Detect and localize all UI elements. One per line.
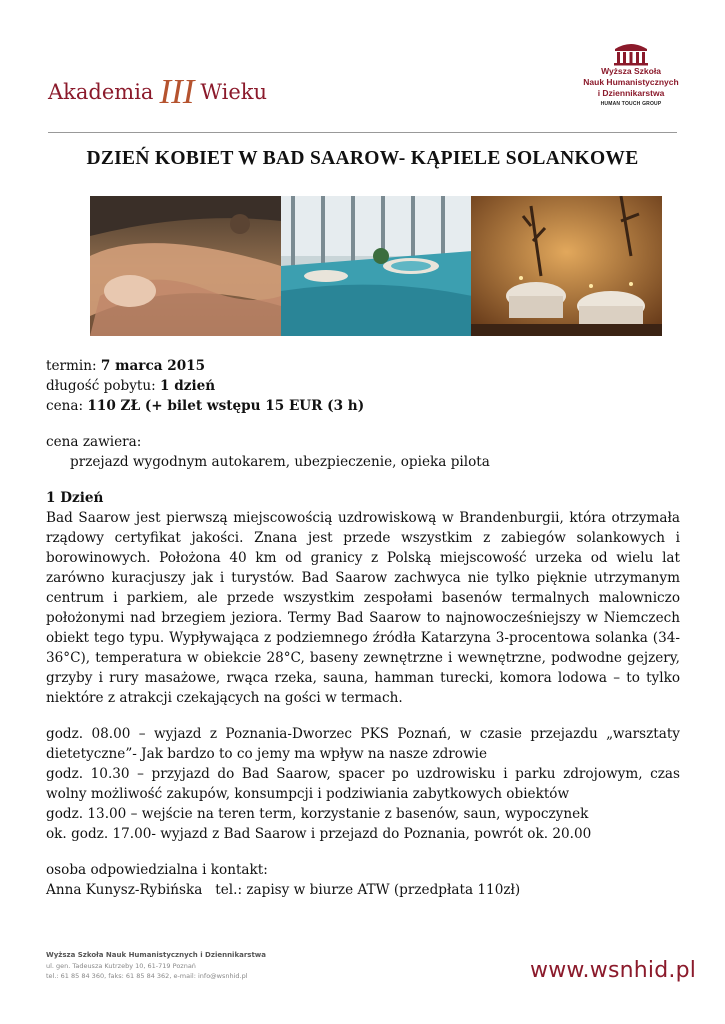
logo-line-1: Wyższa Szkoła <box>601 66 661 76</box>
document-body <box>46 356 680 900</box>
footer-street: ul. gen. Tadeusza Kutrzeby 10, 61-719 Poznań <box>46 962 196 970</box>
price-line <box>46 396 680 416</box>
footer-org: Wyższa Szkoła Nauk Humanistycznych i Dziennikarstwa <box>46 951 266 959</box>
logo-roman-numeral: III <box>159 72 195 111</box>
schedule-item: godz. 08.00 – wyjazd z Poznania-Dworzec PKS Poznań, w czasie przejazdu „warsztaty dietetyczne”- Jak bardzo to co jemy ma wpływ na nasze zdrowie <box>46 726 680 762</box>
photo-salt-baths <box>471 196 662 336</box>
termin-label: termin: <box>46 358 101 374</box>
duration-line <box>46 376 680 396</box>
photo-thermal-pool <box>281 196 472 336</box>
photo-massage <box>90 196 281 336</box>
logo-line-4: HUMAN TOUCH GROUP <box>600 101 662 107</box>
university-logo <box>556 40 706 107</box>
schedule-item: godz. 13.00 – wejście na teren term, korzystanie z basenów, saun, wypoczynek <box>46 806 589 822</box>
price-value: 110 ZŁ (+ bilet wstępu 15 EUR (3 h) <box>87 398 365 414</box>
page-title: DZIEŃ KOBIET W BAD SAAROW- KĄPIELE SOLANKOWE <box>86 148 639 169</box>
logo-word-wieku: Wieku <box>200 80 268 104</box>
logo-word-akademia: Akademia <box>48 80 154 104</box>
includes-label: cena zawiera: <box>46 434 142 450</box>
day-description: Bad Saarow jest pierwszą miejscowością uzdrowiskową w Brandenburgii, która otrzymała rządowy certyfikat jakości. Znana jest przede wszystkim z zabiegów solankowych i borowinowych. Położona 40 km od granicy z Polską miejscowość urzeka od wielu lat zarówno kuracjuszy jak i turystów. Bad Saarow zachwyca nie tylko pięknie utrzymanym centrum i parkiem, ale przede wszystkim zespołami basenów termalnych malowniczo położonymi nad brzegiem jeziora. Termy Bad Saarow to najnowocześniejszy w Niemczech obiekt tego typu. Wypływająca z podziemnego źródła Katarzyna 3-procentowa solanka (34-36°C), temperatura w obiekcie 28°C, baseny zewnętrzne i wewnętrzne, podwodne gejzery, grzyby i rury masażowe, rwąca rzeka, sauna, hamman turecki, komora lodowa – to tylko niektóre z atrakcji czekających na gości w termach. <box>46 510 680 706</box>
termin-line <box>46 356 680 376</box>
price-label: cena: <box>46 398 88 414</box>
logo-line-3: i Dziennikarstwa <box>597 88 665 98</box>
contact-line: Anna Kunysz-Rybińska tel.: zapisy w biurze ATW (przedpłata 110zł) <box>46 882 521 898</box>
duration-label: długość pobytu: <box>46 378 161 394</box>
day-heading-text: 1 Dzień <box>46 490 104 506</box>
akademia-logo <box>48 72 267 112</box>
day-heading <box>46 488 680 508</box>
logo-line-2: Nauk Humanistycznych <box>583 77 679 87</box>
contact-label: osoba odpowiedzialna i kontakt: <box>46 862 268 878</box>
duration-value: 1 dzień <box>160 378 216 394</box>
header-divider <box>48 132 677 133</box>
schedule-item: ok. godz. 17.00- wyjazd z Bad Saarow i przejazd do Poznania, powrót ok. 20.00 <box>46 826 592 842</box>
schedule-item: godz. 10.30 – przyjazd do Bad Saarow, spacer po uzdrowisku i parku zdrojowym, czas wolny możliwość zakupów, konsumpcji i podziwiania zabytkowych obiektów <box>46 766 680 802</box>
footer-phone: tel.: 61 85 84 360, faks: 61 85 84 362, e-mail: info@wsnhid.pl <box>46 972 248 980</box>
footer-address <box>46 950 266 981</box>
photo-strip <box>90 196 662 336</box>
footer-website-link[interactable]: www.wsnhid.pl <box>530 958 697 983</box>
includes-text: przejazd wygodnym autokarem, ubezpieczenie, opieka pilota <box>70 454 490 470</box>
termin-value: 7 marca 2015 <box>100 358 206 374</box>
university-building-icon <box>611 40 651 66</box>
